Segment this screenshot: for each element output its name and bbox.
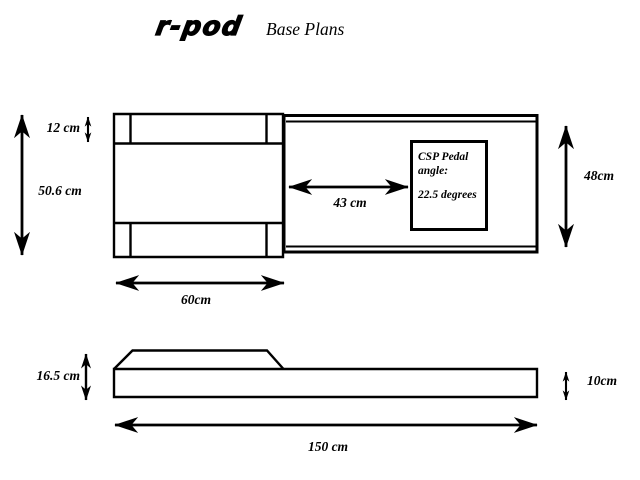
drawing-subtitle: Base Plans [266,19,345,39]
dim-label-side-height-front: 16.5 cm [36,368,80,383]
pedal-note-text [418,150,484,202]
pedal-note-line3: 22.5 degrees [418,188,477,201]
pedal-note-line1: CSP Pedal [418,151,469,163]
plan-left-body-outline [114,114,283,257]
pedal-note-line2: angle: [418,165,449,178]
dim-label-side-height-rear: 10cm [587,373,617,388]
side-raised-section-profile [114,351,284,370]
dim-label-plan-height-right: 48cm [584,168,614,183]
dim-label-plan-front-band: 12 cm [46,120,80,135]
dim-label-side-length: 150 cm [307,439,349,454]
dim-label-plan-width-front: 60cm [181,292,211,307]
rpod-logo: r-pod [153,12,245,42]
dim-label-plan-height-left: 50.6 cm [38,183,82,198]
dim-label-pedal-distance: 43 cm [333,195,367,210]
side-base-slab-outline [114,369,537,397]
